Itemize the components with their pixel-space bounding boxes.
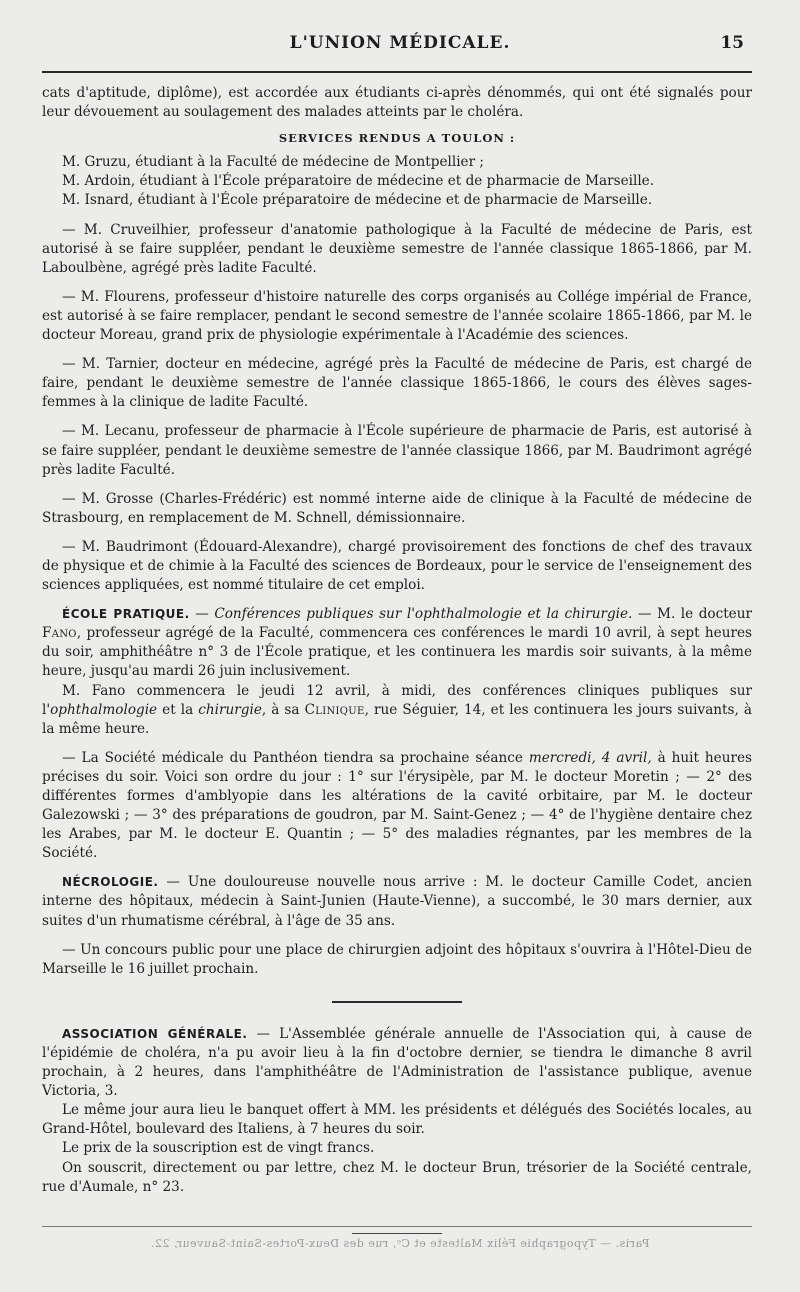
footer-short-rule bbox=[352, 1233, 442, 1234]
necrologie-label: NÉCROLOGIE. bbox=[62, 875, 159, 890]
list-item: M. Isnard, étudiant à l'École préparatoire de médecine et de pharmacie de Marseille. bbox=[62, 192, 653, 209]
mirrored-printer-imprint: Paris. — Typographie Félix Malteste et Cᵉ, rue des Deux-Portes-Saint-Sauveur, 22. bbox=[150, 1237, 650, 1250]
page-number: 15 bbox=[720, 33, 744, 53]
chirurgie-word: chirurgie bbox=[198, 701, 262, 718]
clinique-word: Clinique bbox=[304, 701, 365, 718]
association-label: ASSOCIATION GÉNÉRALE. bbox=[62, 1026, 248, 1041]
necrologie-paragraph bbox=[42, 873, 752, 930]
services-list bbox=[42, 153, 752, 210]
paragraph-baudrimont: — M. Baudrimont (Édouard-Alexandre), chargé provisoirement des fonctions de chef des travaux de physique et de chimie à la Faculté des sciences de Bordeaux, pour le service de l'enseignement des sciences appliquées, est nommé titulaire de cet emploi. bbox=[42, 538, 752, 594]
association-paragraph-4: On souscrit, directement ou par lettre, chez M. le docteur Brun, trésorier de la Société centrale, rue d'Aumale, n° 23. bbox=[42, 1159, 752, 1195]
ecole-text: et la bbox=[157, 701, 199, 718]
paragraph-cruveilhier: — M. Cruveilhier, professeur d'anatomie pathologique à la Faculté de médecine de Paris, est autorisé à se faire suppléer, pendant le deuxième semestre de l'année classique 1865-1866, par M. Laboulbène, agrégé près ladite Faculté. bbox=[42, 221, 752, 276]
association-paragraph bbox=[42, 1025, 752, 1101]
ecole-dash: — bbox=[189, 606, 215, 623]
paragraph-lecanu: — M. Lecanu, professeur de pharmacie à l'École supérieure de pharmacie de Paris, est autorisé à se faire suppléer, pendant le deuxième semestre de l'année classique 1866, par M. Baudrimont agrégé près ladite Faculté. bbox=[42, 423, 752, 478]
ophthalmologie-word: ophthalmologie bbox=[50, 701, 158, 718]
section-divider bbox=[332, 1001, 462, 1003]
footer-rules bbox=[42, 1218, 752, 1234]
paragraph-flourens: — M. Flourens, professeur d'histoire naturelle des corps organisés au Collége impérial de France, est autorisé à se faire remplacer, pendant le second semestre de l'année scolaire 1865-1866, par M. le docteur Moreau, grand prix de physiologie expérimentale à l'Académie des sciences. bbox=[42, 288, 752, 344]
ecole-text: M. Fano commencera le jeudi 12 avril, à midi, des conférences cliniques publiques sur l' bbox=[42, 682, 752, 718]
running-head: L'UNION MÉDICALE. bbox=[289, 33, 511, 53]
header-rule bbox=[42, 71, 752, 73]
paragraph-grosse: — M. Grosse (Charles-Frédéric) est nommé interne aide de clinique à la Faculté de médecine de Strasbourg, en remplacement de M. Schnell, démissionnaire. bbox=[42, 490, 752, 526]
societe-paragraph bbox=[42, 749, 752, 864]
ecole-text: , à sa bbox=[261, 701, 305, 718]
services-title: SERVICES RENDUS A TOULON : bbox=[278, 131, 516, 146]
intro-paragraph: cats d'aptitude, diplôme), est accordée aux étudiants ci-après dénommés, qui ont été signalés pour leur dévouement au soulagement des malades atteints par le choléra. bbox=[42, 85, 752, 121]
association-paragraph-2: Le même jour aura lieu le banquet offert à MM. les présidents et délégués des Sociétés locales, au Grand-Hôtel, boulevard des Italiens, à 7 heures du soir. bbox=[42, 1102, 752, 1138]
footer-rule bbox=[42, 1226, 752, 1227]
list-item: M. Gruzu, étudiant à la Faculté de médecine de Montpellier ; bbox=[62, 154, 484, 171]
ecole-paragraph-2 bbox=[42, 682, 752, 739]
societe-text: — La Société médicale du Panthéon tiendra sa prochaine séance bbox=[62, 749, 529, 766]
ecole-label: ÉCOLE PRATIQUE. bbox=[62, 607, 190, 622]
page-body bbox=[42, 84, 752, 1197]
page-header bbox=[0, 33, 800, 59]
ecole-title: Conférences publiques sur l'ophthalmologie et la chirurgie. bbox=[214, 606, 633, 623]
concours-paragraph: — Un concours public pour une place de chirurgien adjoint des hôpitaux s'ouvrira à l'Hôtel-Dieu de Marseille le 16 juillet prochain. bbox=[42, 941, 752, 977]
paragraph-tarnier: — M. Tarnier, docteur en médecine, agrégé près la Faculté de médecine de Paris, est chargé de faire, pendant le deuxième semestre de l'année classique 1865-1866, le cours des élèves sages-femmes à la clinique de ladite Faculté. bbox=[42, 356, 752, 411]
societe-date: mercredi, 4 avril, bbox=[528, 749, 652, 766]
list-item: M. Ardoin, étudiant à l'École préparatoire de médecine et de pharmacie de Marseille. bbox=[62, 173, 655, 190]
association-text: — L'Assemblée générale annuelle de l'Association qui, à cause de l'épidémie de choléra, n'a pu avoir lieu à la fin d'octobre dernier, se tiendra le dimanche 8 avril prochain, à 2 heures, dans l'amphithéâtre de l'Administration de l'assistance publique, avenue Victoria, 3. bbox=[42, 1025, 752, 1100]
ecole-text: — M. le docteur bbox=[632, 606, 752, 623]
ecole-text: , professeur agrégé de la Faculté, commencera ces conférences le mardi 10 avril, à sept heures du soir, amphithéâtre n° 3 de l'École pratique, et les continuera les mardis soir suivants, à la même heure, jusqu'au mardi 26 juin inclusivement. bbox=[42, 625, 752, 680]
necrologie-text: — Une douloureuse nouvelle nous arrive : M. le docteur Camille Codet, ancien interne des hôpitaux, médecin à Saint-Junien (Haute-Vienne), a succombé, le 30 mars dernier, aux suites d'un rhumatisme cérébral, à l'âge de 35 ans. bbox=[42, 874, 752, 929]
ecole-paragraph bbox=[42, 605, 752, 681]
ecole-text: , rue Séguier, 14, et les continuera les jours suivants, à la même heure. bbox=[42, 701, 752, 737]
fano-name: Fano bbox=[42, 625, 77, 642]
association-paragraph-3: Le prix de la souscription est de vingt francs. bbox=[62, 1140, 375, 1157]
societe-text: à huit heures précises du soir. Voici son ordre du jour : 1° sur l'érysipèle, par M. le docteur Moretin ; — 2° des différentes formes d'amblyopie dans les altérations de la cavité orbitaire, par M. le docteur Galezowski ; — 3° des préparations de goudron, par M. Saint-Genez ; — 4° de l'hygiène dentaire chez les Arabes, par M. le docteur E. Quantin ; — 5° des maladies régnantes, par les membres de la Société. bbox=[42, 749, 752, 862]
